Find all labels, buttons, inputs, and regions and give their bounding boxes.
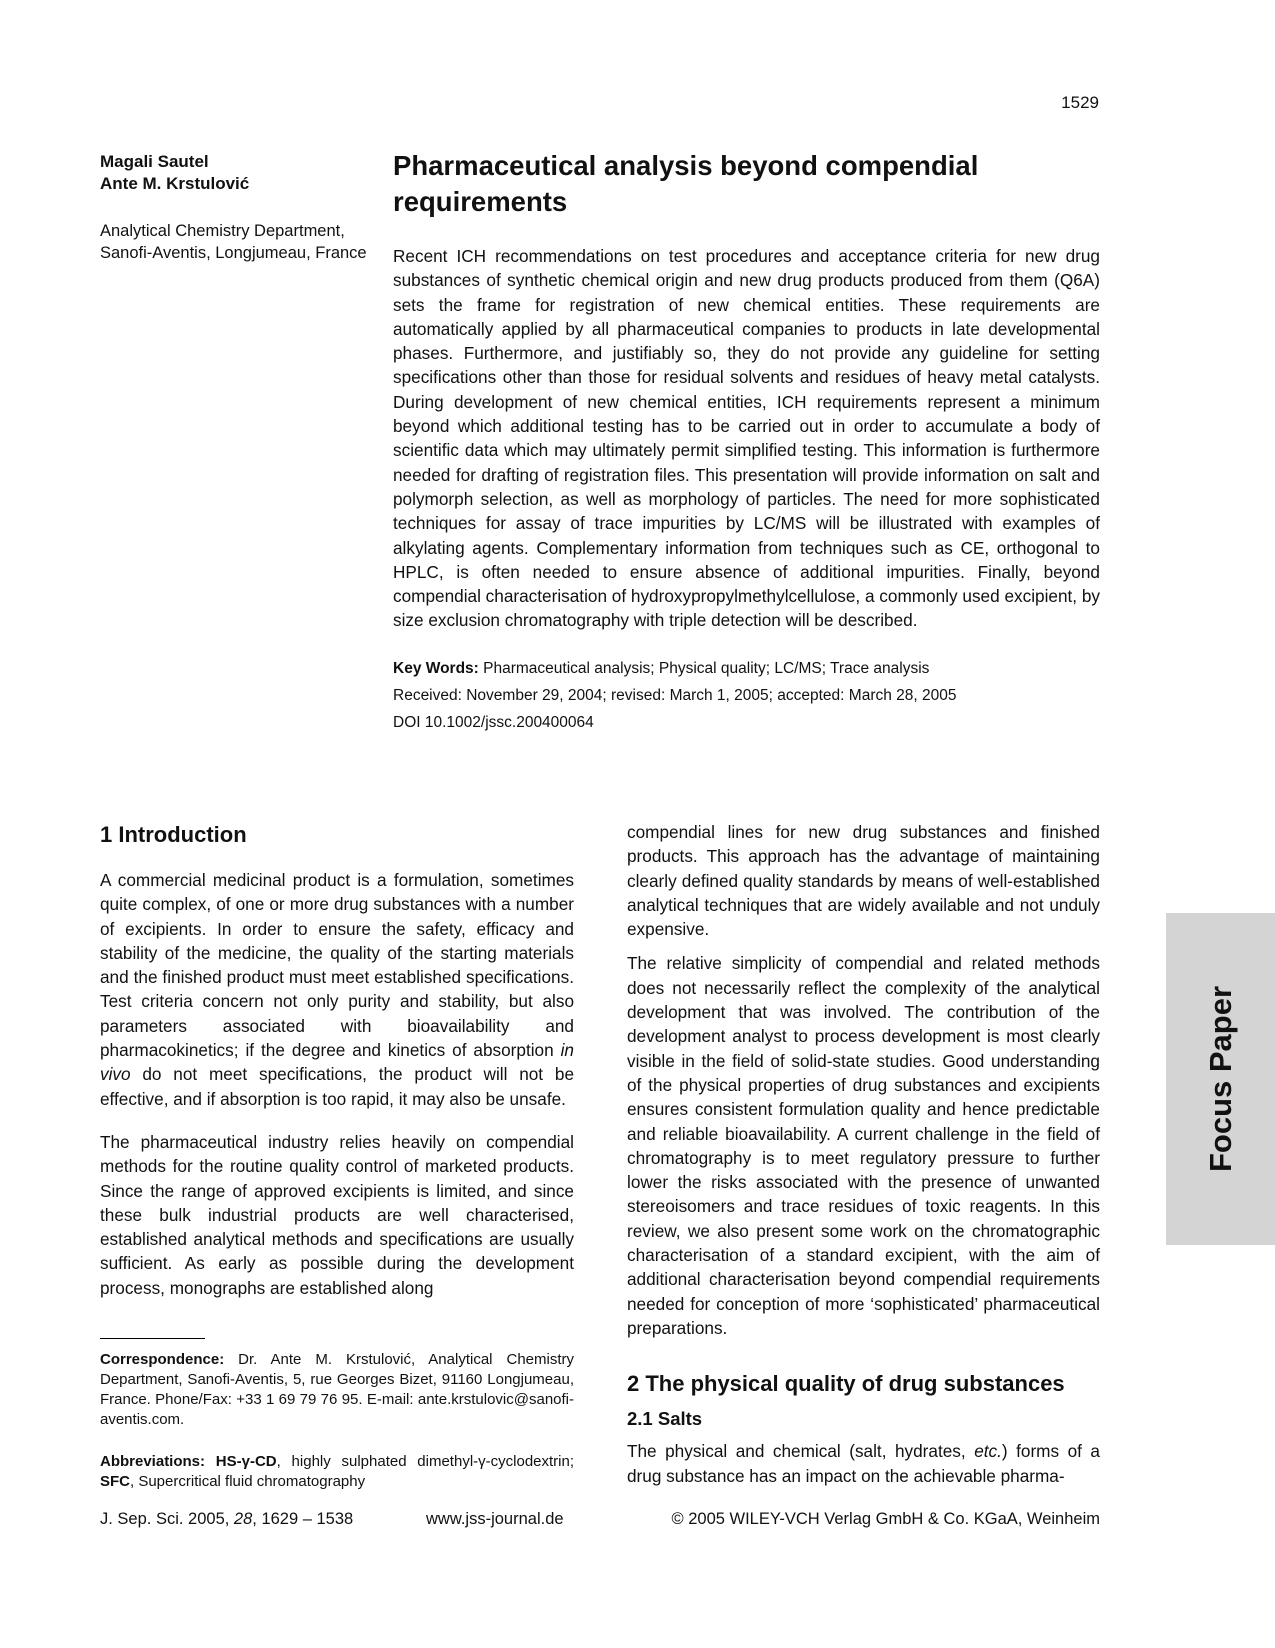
journal-citation: J. Sep. Sci. 2005, 28, 1629 – 1538	[100, 1510, 354, 1528]
right-column	[627, 820, 1100, 1488]
focus-paper-tab	[1166, 913, 1275, 1245]
page-number: 1529	[1061, 93, 1099, 112]
paragraph: The physical and chemical (salt, hydrates, etc.) forms of a drug substance has an impact on the achievable pharma-	[627, 1441, 1100, 1486]
focus-paper-label: Focus Paper	[1202, 985, 1238, 1173]
correspondence-footnote: Correspondence: Dr. Ante M. Krstulović, Analytical Chemistry Department, Sanofi-Aventis, 5, rue Georges Bizet, 91160 Longjumeau, France. Phone/Fax: +33 1 69 79 76 95. E-mail: ante.krstulovic@sanofi-aventis.com.	[100, 1351, 574, 1428]
keywords-label: Key Words:	[393, 660, 479, 677]
paragraph: The pharmaceutical industry relies heavily on compendial methods for the routine quality control of marketed products. Since the range of approved excipients is limited, and since these bulk industrial products are well characterised, established analytical methods and specifications are usually sufficient. As early as possible during the development process, monographs are established along	[100, 1131, 574, 1298]
author-list	[100, 151, 249, 195]
journal-website[interactable]: www.jss-journal.de	[426, 1510, 564, 1528]
received-dates: Received: November 29, 2004; revised: March 1, 2005; accepted: March 28, 2005	[393, 687, 957, 704]
doi: DOI 10.1002/jssc.200400064	[393, 714, 594, 731]
section-heading: 1 Introduction	[100, 822, 247, 847]
paragraph: compendial lines for new drug substances and finished products. This approach has the advantage of maintaining clearly defined quality standards by means of well-established analytical techniques that are widely available and not unduly expensive.	[627, 822, 1100, 940]
copyright: © 2005 WILEY-VCH Verlag GmbH & Co. KGaA, Weinheim	[671, 1510, 1100, 1528]
keywords-text: Pharmaceutical analysis; Physical quality; LC/MS; Trace analysis	[483, 660, 930, 677]
author-name: Magali Sautel	[100, 152, 209, 171]
keywords	[393, 659, 1113, 679]
article-title: Pharmaceutical analysis beyond compendial requirements	[393, 150, 979, 217]
left-column	[100, 820, 574, 1300]
section-heading: 2 The physical quality of drug substances	[627, 1371, 1065, 1397]
author-name: Ante M. Krstulović	[100, 174, 250, 193]
paragraph: A commercial medicinal product is a formulation, sometimes quite complex, of one or more drug substances with a number of excipients. In order to ensure the safety, efficacy and stability of the medicine, the quality of the starting materials and the finished product must meet established specifications. Test criteria concern not only purity and stability, but also parameters associated with bioavailability and pharmacokinetics; if the degree and kinetics of absorption in vivo do not meet specifications, the product will not be effective, and if absorption is too rapid, it may also be unsafe.	[100, 870, 574, 1109]
subsection-heading: 2.1 Salts	[627, 1408, 703, 1430]
abstract: Recent ICH recommendations on test procedures and acceptance criteria for new drug substances of synthetic chemical origin and new drug products produced from them (Q6A) sets the frame for registration of new chemical entities. These requirements are automatically applied by all pharmaceutical companies to products in late developmental phases. Furthermore, and justifiably so, they do not provide any guideline for setting specifications other than those for residual solvents and residues of heavy metal catalysts. During development of new chemical entities, ICH requirements represent a minimum beyond which additional testing has to be carried out in order to accumulate a body of scientific data which may ultimately permit simplified testing. This information is furthermore needed for drafting of registration files. This presentation will provide information on salt and polymorph selection, as well as morphology of particles. The need for more sophisticated techniques for assay of trace impurities by LC/MS will be illustrated with examples of alkylating agents. Complementary information from techniques such as CE, orthogonal to HPLC, is often needed to ensure absence of additional impurities. Finally, beyond compendial characterisation of hydroxypropylmethylcellulose, a commonly used excipient, by size exclusion chromatography with triple detection will be described.	[393, 246, 1100, 631]
paragraph: The relative simplicity of compendial and related methods does not necessarily reflect the complexity of the analytical development that was involved. The contribution of the development analyst to process development is most clearly visible in the field of solid-state studies. Good understanding of the physical properties of drug substances and excipients ensures consistent formulation quality and hence predictable and reliable bioavailability. A current challenge in the field of chromatography is to meet regulatory pressure to further lower the risks associated with the presence of unwanted stereoisomers and trace residues of toxic reagents. In this review, we also present some work on the chromatographic characterisation of a standard excipient, with the aim of additional characterisation beyond compendial requirements needed for conception of more ‘sophisticated’ pharmaceutical preparations.	[627, 953, 1100, 1338]
abbreviations-footnote: Abbreviations: HS-γ-CD, highly sulphated dimethyl-γ-cyclodextrin; SFC, Supercritical fluid chromatography	[100, 1453, 575, 1490]
affiliation: Analytical Chemistry Department, Sanofi-Aventis, Longjumeau, France	[100, 222, 367, 262]
footnote-divider	[100, 1338, 205, 1339]
